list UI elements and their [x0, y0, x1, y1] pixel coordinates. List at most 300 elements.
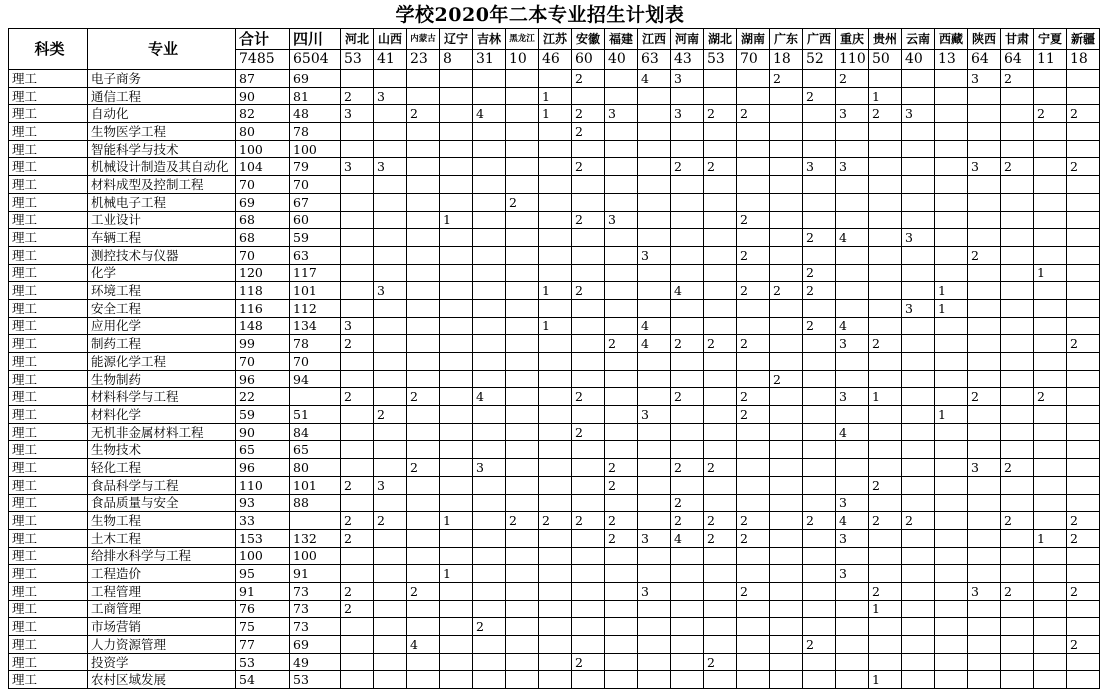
- cell-province: [704, 246, 737, 264]
- cell-province: 4: [473, 388, 506, 406]
- cell-province: [671, 547, 704, 565]
- cell-province: [902, 636, 935, 654]
- cell-sichuan: 79: [290, 158, 341, 176]
- totals-province: 40: [605, 50, 638, 70]
- header-province: 辽宁: [440, 29, 473, 50]
- cell-province: [902, 388, 935, 406]
- cell-province: [1034, 140, 1067, 158]
- cell-category: 理工: [9, 246, 88, 264]
- cell-province: [869, 176, 902, 194]
- cell-province: [803, 529, 836, 547]
- cell-total: 69: [236, 193, 290, 211]
- cell-province: [506, 264, 539, 282]
- cell-province: [737, 264, 770, 282]
- cell-province: [1034, 123, 1067, 141]
- table-row: [9, 158, 1100, 176]
- table-row: [9, 299, 1100, 317]
- cell-province: [770, 600, 803, 618]
- cell-province: [902, 600, 935, 618]
- cell-province: 3: [374, 476, 407, 494]
- cell-province: [1001, 547, 1034, 565]
- cell-province: [968, 600, 1001, 618]
- cell-province: [374, 529, 407, 547]
- cell-province: [341, 636, 374, 654]
- cell-province: [473, 246, 506, 264]
- cell-province: [605, 600, 638, 618]
- cell-province: [869, 618, 902, 636]
- cell-province: [902, 441, 935, 459]
- cell-province: [506, 547, 539, 565]
- cell-province: [704, 441, 737, 459]
- totals-province: 110: [836, 50, 869, 70]
- cell-total: 120: [236, 264, 290, 282]
- cell-province: [770, 476, 803, 494]
- cell-province: [638, 211, 671, 229]
- cell-category: 理工: [9, 229, 88, 247]
- cell-province: [440, 264, 473, 282]
- cell-province: 2: [1067, 582, 1100, 600]
- cell-province: [572, 582, 605, 600]
- cell-province: [770, 653, 803, 671]
- cell-province: [671, 370, 704, 388]
- cell-province: [374, 229, 407, 247]
- cell-category: 理工: [9, 582, 88, 600]
- cell-province: [836, 353, 869, 371]
- cell-province: [440, 406, 473, 424]
- cell-province: [968, 87, 1001, 105]
- table-row: [9, 441, 1100, 459]
- header-province: 广东: [770, 29, 803, 50]
- cell-province: [869, 653, 902, 671]
- cell-province: 2: [737, 512, 770, 530]
- cell-province: 1: [539, 317, 572, 335]
- cell-province: [968, 476, 1001, 494]
- cell-province: [770, 176, 803, 194]
- totals-province: 10: [506, 50, 539, 70]
- cell-province: [473, 211, 506, 229]
- cell-province: [869, 317, 902, 335]
- cell-province: [605, 618, 638, 636]
- header-province: 宁夏: [1034, 29, 1067, 50]
- cell-province: [440, 299, 473, 317]
- cell-province: [605, 158, 638, 176]
- cell-province: [341, 70, 374, 88]
- totals-province: 60: [572, 50, 605, 70]
- cell-province: [572, 494, 605, 512]
- totals-province: 8: [440, 50, 473, 70]
- cell-province: 2: [770, 282, 803, 300]
- cell-province: [440, 335, 473, 353]
- cell-province: [407, 335, 440, 353]
- cell-province: [1067, 388, 1100, 406]
- cell-province: [968, 512, 1001, 530]
- cell-sichuan: 69: [290, 636, 341, 654]
- table-row: [9, 618, 1100, 636]
- cell-province: [506, 476, 539, 494]
- cell-province: 2: [869, 512, 902, 530]
- cell-province: [836, 459, 869, 477]
- cell-province: 2: [704, 105, 737, 123]
- cell-category: 理工: [9, 529, 88, 547]
- table-row: [9, 246, 1100, 264]
- cell-province: 2: [572, 282, 605, 300]
- header-province: 江苏: [539, 29, 572, 50]
- cell-province: [605, 70, 638, 88]
- cell-province: [374, 565, 407, 583]
- cell-province: [440, 229, 473, 247]
- cell-total: 148: [236, 317, 290, 335]
- cell-province: [770, 494, 803, 512]
- cell-province: [1034, 547, 1067, 565]
- cell-province: [1034, 158, 1067, 176]
- cell-province: [638, 547, 671, 565]
- cell-province: [1067, 176, 1100, 194]
- cell-province: 1: [869, 388, 902, 406]
- cell-total: 116: [236, 299, 290, 317]
- cell-province: [605, 246, 638, 264]
- cell-province: [407, 87, 440, 105]
- cell-province: [1067, 211, 1100, 229]
- cell-province: [341, 423, 374, 441]
- cell-province: [374, 246, 407, 264]
- cell-province: [836, 582, 869, 600]
- cell-province: [869, 406, 902, 424]
- cell-sichuan: 78: [290, 335, 341, 353]
- cell-province: [803, 618, 836, 636]
- header-province: 吉林: [473, 29, 506, 50]
- cell-province: [935, 70, 968, 88]
- cell-province: [836, 636, 869, 654]
- table-row: [9, 211, 1100, 229]
- cell-province: [1001, 87, 1034, 105]
- cell-province: [968, 671, 1001, 689]
- cell-province: 2: [1067, 529, 1100, 547]
- cell-province: [506, 211, 539, 229]
- cell-total: 118: [236, 282, 290, 300]
- cell-province: [935, 653, 968, 671]
- cell-province: [341, 282, 374, 300]
- cell-category: 理工: [9, 565, 88, 583]
- cell-province: [836, 600, 869, 618]
- cell-province: [473, 600, 506, 618]
- cell-province: [704, 476, 737, 494]
- cell-category: 理工: [9, 388, 88, 406]
- cell-province: 2: [737, 582, 770, 600]
- cell-province: [506, 441, 539, 459]
- cell-province: [935, 211, 968, 229]
- cell-major: 生物工程: [88, 512, 236, 530]
- cell-province: [935, 582, 968, 600]
- cell-province: [935, 158, 968, 176]
- cell-province: [671, 441, 704, 459]
- cell-province: [341, 193, 374, 211]
- cell-major: 生物技术: [88, 441, 236, 459]
- cell-province: 2: [341, 335, 374, 353]
- cell-province: [671, 176, 704, 194]
- cell-province: 2: [1001, 582, 1034, 600]
- cell-category: 理工: [9, 423, 88, 441]
- cell-major: 应用化学: [88, 317, 236, 335]
- cell-province: [506, 370, 539, 388]
- cell-province: [1067, 600, 1100, 618]
- cell-province: [770, 512, 803, 530]
- cell-province: [770, 529, 803, 547]
- cell-province: [473, 494, 506, 512]
- cell-province: [902, 582, 935, 600]
- cell-province: 3: [968, 459, 1001, 477]
- cell-province: 3: [836, 158, 869, 176]
- cell-province: [539, 636, 572, 654]
- cell-province: [1067, 565, 1100, 583]
- cell-total: 104: [236, 158, 290, 176]
- cell-province: 2: [473, 618, 506, 636]
- cell-province: [407, 70, 440, 88]
- cell-province: [803, 653, 836, 671]
- cell-province: 2: [770, 370, 803, 388]
- table-row: [9, 582, 1100, 600]
- cell-category: 理工: [9, 158, 88, 176]
- cell-major: 能源化学工程: [88, 353, 236, 371]
- cell-province: [704, 229, 737, 247]
- cell-province: [539, 565, 572, 583]
- cell-province: [836, 193, 869, 211]
- cell-province: [737, 441, 770, 459]
- cell-province: [407, 299, 440, 317]
- cell-province: [737, 565, 770, 583]
- cell-province: [935, 87, 968, 105]
- cell-province: [1001, 123, 1034, 141]
- cell-province: 1: [539, 282, 572, 300]
- cell-sichuan: 100: [290, 547, 341, 565]
- cell-province: [704, 618, 737, 636]
- table-row: [9, 459, 1100, 477]
- cell-province: [770, 317, 803, 335]
- cell-province: [605, 582, 638, 600]
- cell-province: [869, 123, 902, 141]
- cell-province: [539, 476, 572, 494]
- header-major: 专业: [88, 29, 236, 70]
- cell-major: 电子商务: [88, 70, 236, 88]
- cell-province: [1034, 176, 1067, 194]
- cell-province: [671, 636, 704, 654]
- header-province: 广西: [803, 29, 836, 50]
- cell-province: [968, 105, 1001, 123]
- cell-province: [506, 123, 539, 141]
- cell-province: 2: [671, 494, 704, 512]
- table-row: [9, 494, 1100, 512]
- cell-major: 通信工程: [88, 87, 236, 105]
- cell-province: [1001, 618, 1034, 636]
- cell-province: [1001, 246, 1034, 264]
- cell-province: [770, 211, 803, 229]
- cell-province: [737, 353, 770, 371]
- cell-province: [935, 512, 968, 530]
- cell-province: [836, 406, 869, 424]
- page-title: 学校2020年二本专业招生计划表: [395, 4, 685, 26]
- cell-province: [572, 193, 605, 211]
- cell-province: [935, 140, 968, 158]
- cell-province: 4: [638, 317, 671, 335]
- cell-major: 工程造价: [88, 565, 236, 583]
- cell-major: 工程管理: [88, 582, 236, 600]
- header-province: 山西: [374, 29, 407, 50]
- cell-province: [935, 353, 968, 371]
- cell-province: [869, 565, 902, 583]
- cell-province: [770, 123, 803, 141]
- cell-total: 76: [236, 600, 290, 618]
- cell-province: [968, 229, 1001, 247]
- cell-province: [1001, 388, 1034, 406]
- cell-province: [869, 370, 902, 388]
- cell-province: [869, 547, 902, 565]
- table-row: [9, 600, 1100, 618]
- cell-province: [638, 140, 671, 158]
- cell-province: [539, 406, 572, 424]
- cell-category: 理工: [9, 282, 88, 300]
- cell-province: [473, 299, 506, 317]
- cell-province: [605, 123, 638, 141]
- cell-province: [341, 211, 374, 229]
- cell-province: [473, 512, 506, 530]
- cell-province: 1: [539, 87, 572, 105]
- cell-province: [704, 211, 737, 229]
- cell-province: [968, 406, 1001, 424]
- cell-province: [506, 70, 539, 88]
- cell-province: [968, 282, 1001, 300]
- cell-province: [770, 618, 803, 636]
- cell-province: [374, 547, 407, 565]
- cell-province: [968, 565, 1001, 583]
- totals-province: 46: [539, 50, 572, 70]
- cell-province: [374, 211, 407, 229]
- cell-province: [506, 636, 539, 654]
- cell-province: 1: [1034, 264, 1067, 282]
- cell-province: [605, 176, 638, 194]
- header-province: 云南: [902, 29, 935, 50]
- cell-major: 材料化学: [88, 406, 236, 424]
- cell-province: [968, 317, 1001, 335]
- cell-province: 2: [869, 335, 902, 353]
- cell-province: [341, 123, 374, 141]
- cell-sichuan: 70: [290, 176, 341, 194]
- cell-province: [935, 529, 968, 547]
- cell-province: [935, 176, 968, 194]
- cell-province: [770, 582, 803, 600]
- cell-province: [374, 636, 407, 654]
- cell-province: [506, 494, 539, 512]
- cell-major: 车辆工程: [88, 229, 236, 247]
- cell-province: [671, 246, 704, 264]
- cell-province: [803, 211, 836, 229]
- cell-province: [704, 123, 737, 141]
- cell-major: 食品质量与安全: [88, 494, 236, 512]
- cell-province: 2: [341, 512, 374, 530]
- cell-province: [671, 229, 704, 247]
- cell-province: [572, 671, 605, 689]
- cell-province: [770, 246, 803, 264]
- table-row: [9, 123, 1100, 141]
- cell-province: [869, 441, 902, 459]
- cell-province: [737, 547, 770, 565]
- cell-province: [506, 529, 539, 547]
- cell-province: [506, 140, 539, 158]
- cell-province: 3: [638, 246, 671, 264]
- cell-province: [737, 494, 770, 512]
- cell-province: [374, 370, 407, 388]
- table-row: [9, 70, 1100, 88]
- cell-province: 1: [539, 105, 572, 123]
- cell-province: [836, 176, 869, 194]
- cell-province: [605, 140, 638, 158]
- cell-province: [704, 370, 737, 388]
- cell-province: [572, 246, 605, 264]
- cell-province: [836, 299, 869, 317]
- cell-total: 65: [236, 441, 290, 459]
- cell-province: [902, 317, 935, 335]
- cell-province: [407, 653, 440, 671]
- cell-major: 无机非金属材料工程: [88, 423, 236, 441]
- cell-province: [869, 246, 902, 264]
- cell-province: [671, 600, 704, 618]
- cell-province: [770, 406, 803, 424]
- cell-province: [440, 671, 473, 689]
- cell-province: [902, 246, 935, 264]
- cell-province: [407, 547, 440, 565]
- cell-province: [374, 653, 407, 671]
- cell-sichuan: 101: [290, 476, 341, 494]
- cell-total: 91: [236, 582, 290, 600]
- cell-total: 153: [236, 529, 290, 547]
- cell-province: [572, 335, 605, 353]
- cell-province: [737, 671, 770, 689]
- cell-province: [803, 582, 836, 600]
- cell-province: [902, 459, 935, 477]
- cell-province: [605, 671, 638, 689]
- cell-province: [539, 229, 572, 247]
- cell-province: [539, 494, 572, 512]
- cell-category: 理工: [9, 512, 88, 530]
- cell-province: [968, 335, 1001, 353]
- cell-province: [440, 123, 473, 141]
- cell-sichuan: 60: [290, 211, 341, 229]
- cell-province: [935, 618, 968, 636]
- cell-province: [341, 246, 374, 264]
- cell-total: 54: [236, 671, 290, 689]
- cell-province: [539, 671, 572, 689]
- cell-province: [671, 87, 704, 105]
- table-row: [9, 565, 1100, 583]
- cell-province: 3: [374, 282, 407, 300]
- cell-province: 2: [737, 105, 770, 123]
- cell-province: [1001, 140, 1034, 158]
- cell-province: [374, 671, 407, 689]
- cell-province: [374, 70, 407, 88]
- cell-province: [968, 264, 1001, 282]
- cell-province: [407, 512, 440, 530]
- cell-total: 33: [236, 512, 290, 530]
- cell-province: [407, 618, 440, 636]
- header-province: 重庆: [836, 29, 869, 50]
- header-province: 陕西: [968, 29, 1001, 50]
- cell-province: [572, 353, 605, 371]
- cell-province: [440, 547, 473, 565]
- cell-province: [440, 636, 473, 654]
- cell-province: [902, 70, 935, 88]
- cell-major: 材料成型及控制工程: [88, 176, 236, 194]
- cell-province: [539, 299, 572, 317]
- cell-province: [1067, 70, 1100, 88]
- cell-province: [770, 423, 803, 441]
